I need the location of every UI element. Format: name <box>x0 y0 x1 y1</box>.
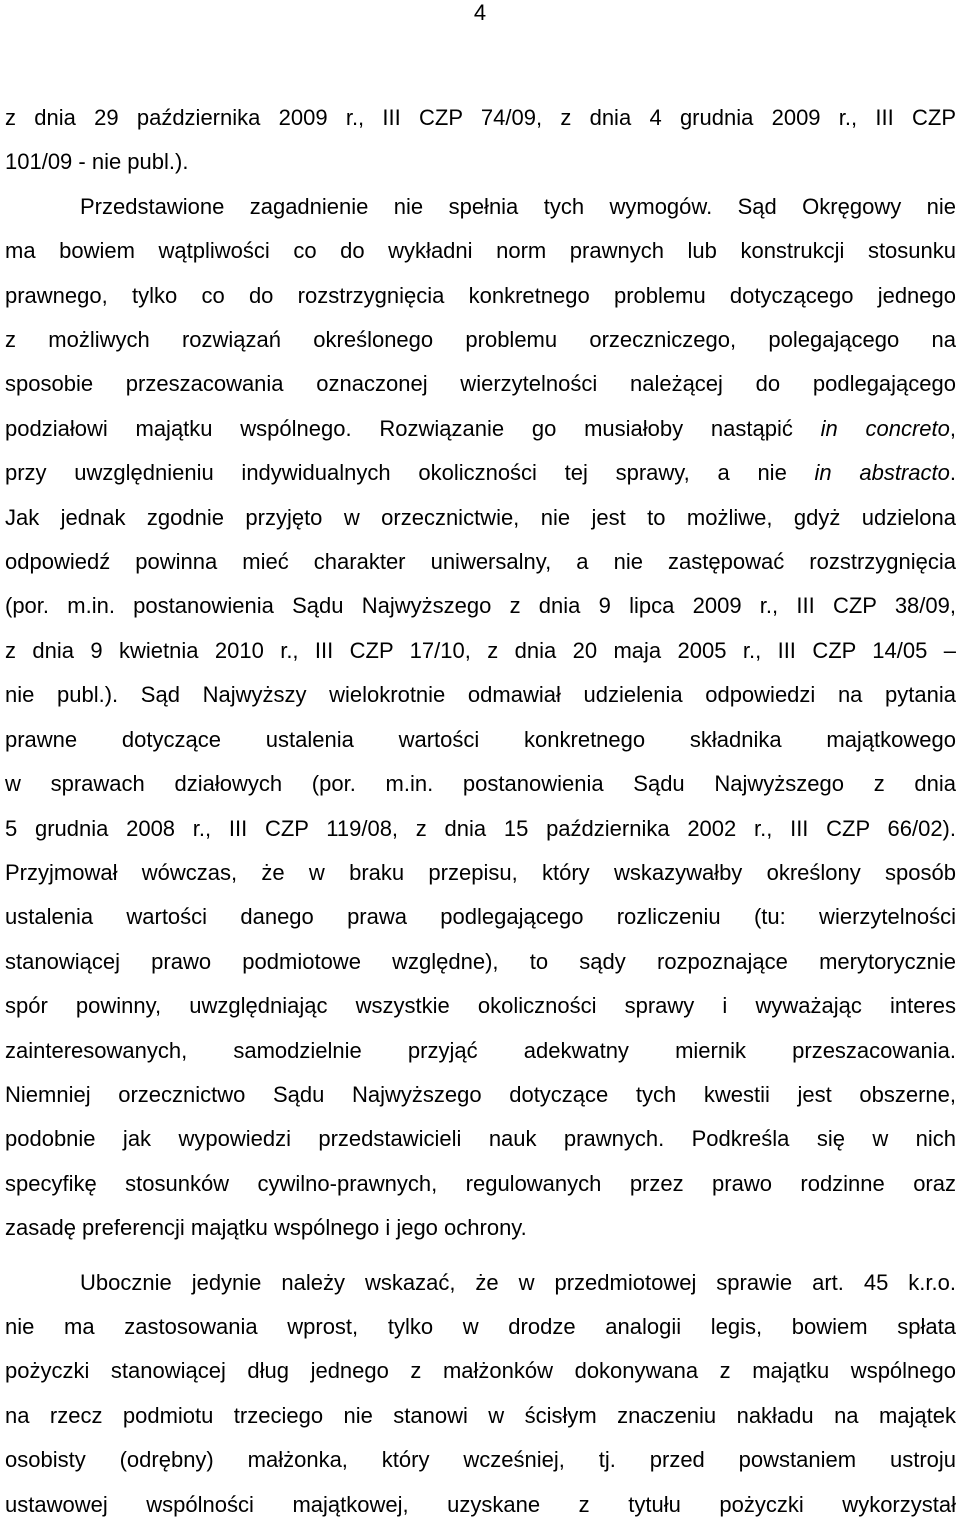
text-line: podziałowi majątku wspólnego. Rozwiązanie go musiałoby nastąpić in concreto, <box>5 415 957 441</box>
text-line: podobnie jak wypowiedzi przedstawicieli nauk prawnych. Podkreśla się w nich <box>5 1126 956 1152</box>
paragraph-2 <box>5 185 956 1251</box>
text-line: Niemniej orzecznictwo Sądu Najwyższego dotyczące tych kwestii jest obszerne, <box>5 1081 956 1107</box>
text-line: Przyjmował wówczas, że w braku przepisu, który wskazywałby określony sposób <box>5 859 956 885</box>
text-line: ustawowej wspólności majątkowej, uzyskane z tytułu pożyczki wykorzystał <box>5 1491 956 1517</box>
text-line: zasadę preferencji majątku wspólnego i jego ochrony. <box>5 1215 527 1241</box>
text-line: Jak jednak zgodnie przyjęto w orzecznictwie, nie jest to możliwe, gdyż udzielona <box>5 504 956 530</box>
text-line: 101/09 - nie publ.). <box>5 149 189 175</box>
text-line: Ubocznie jedynie należy wskazać, że w przedmiotowej sprawie art. 45 k.r.o. <box>80 1269 956 1295</box>
text-line: z dnia 9 kwietnia 2010 r., III CZP 17/10, z dnia 20 maja 2005 r., III CZP 14/05 – <box>5 637 956 663</box>
text-line: z dnia 29 października 2009 r., III CZP 74/09, z dnia 4 grudnia 2009 r., III CZP <box>5 105 956 130</box>
text-line: ustalenia wartości danego prawa podlegającego rozliczeniu (tu: wierzytelności <box>5 904 956 930</box>
text-line: nie ma zastosowania wprost, tylko w drodze analogii legis, bowiem spłata <box>5 1313 956 1339</box>
text-line: zainteresowanych, samodzielnie przyjąć adekwatny miernik przeszacowania. <box>5 1037 956 1063</box>
text-line: prawnego, tylko co do rozstrzygnięcia konkretnego problemu dotyczącego jednego <box>5 282 956 308</box>
text-line: odpowiedź powinna mieć charakter uniwersalny, a nie zastępować rozstrzygnięcia <box>5 549 956 575</box>
text-line: pożyczki stanowiącej dług jednego z małżonków dokonywana z majątku wspólnego <box>5 1358 956 1384</box>
latin-phrase: in concreto <box>820 415 950 441</box>
text-line: spór powinny, uwzględniając wszystkie okoliczności sprawy i wyważając interes <box>5 993 956 1019</box>
text-line: z możliwych rozwiązań określonego problemu orzeczniczego, polegającego na <box>5 327 956 353</box>
text-line: specyfikę stosunków cywilno-prawnych, regulowanych przez prawo rodzinne oraz <box>5 1170 956 1196</box>
text-line: sposobie przeszacowania oznaczonej wierzytelności należącej do podlegającego <box>5 371 956 397</box>
paragraph-1 <box>5 96 956 185</box>
text-line: ma bowiem wątpliwości co do wykładni norm prawnych lub konstrukcji stosunku <box>5 238 956 264</box>
text-line: 5 grudnia 2008 r., III CZP 119/08, z dnia 15 października 2002 r., III CZP 66/02). <box>5 815 956 841</box>
page-number: 4 <box>473 0 487 25</box>
text-line: prawne dotyczące ustalenia wartości konkretnego składnika majątkowego <box>5 726 956 752</box>
text-line: stanowiącej prawo podmiotowe względne), to sądy rozpoznające merytorycznie <box>5 948 956 974</box>
text-line: osobisty (odrębny) małżonka, który wcześniej, tj. przed powstaniem ustroju <box>5 1447 956 1473</box>
latin-phrase: in abstracto <box>814 460 950 486</box>
text-line: przy uwzględnieniu indywidualnych okoliczności tej sprawy, a nie in abstracto. <box>5 460 956 486</box>
document-body <box>5 96 956 1527</box>
text-line: Przedstawione zagadnienie nie spełnia tych wymogów. Sąd Okręgowy nie <box>80 193 956 219</box>
paragraph-3 <box>5 1261 956 1527</box>
text-line: (por. m.in. postanowienia Sądu Najwyższego z dnia 9 lipca 2009 r., III CZP 38/09, <box>5 593 956 619</box>
text-line: nie publ.). Sąd Najwyższy wielokrotnie odmawiał udzielenia odpowiedzi na pytania <box>5 682 956 708</box>
text-line: na rzecz podmiotu trzeciego nie stanowi w ścisłym znaczeniu nakładu na majątek <box>5 1402 956 1428</box>
text-line: w sprawach działowych (por. m.in. postanowienia Sądu Najwyższego z dnia <box>5 771 956 797</box>
